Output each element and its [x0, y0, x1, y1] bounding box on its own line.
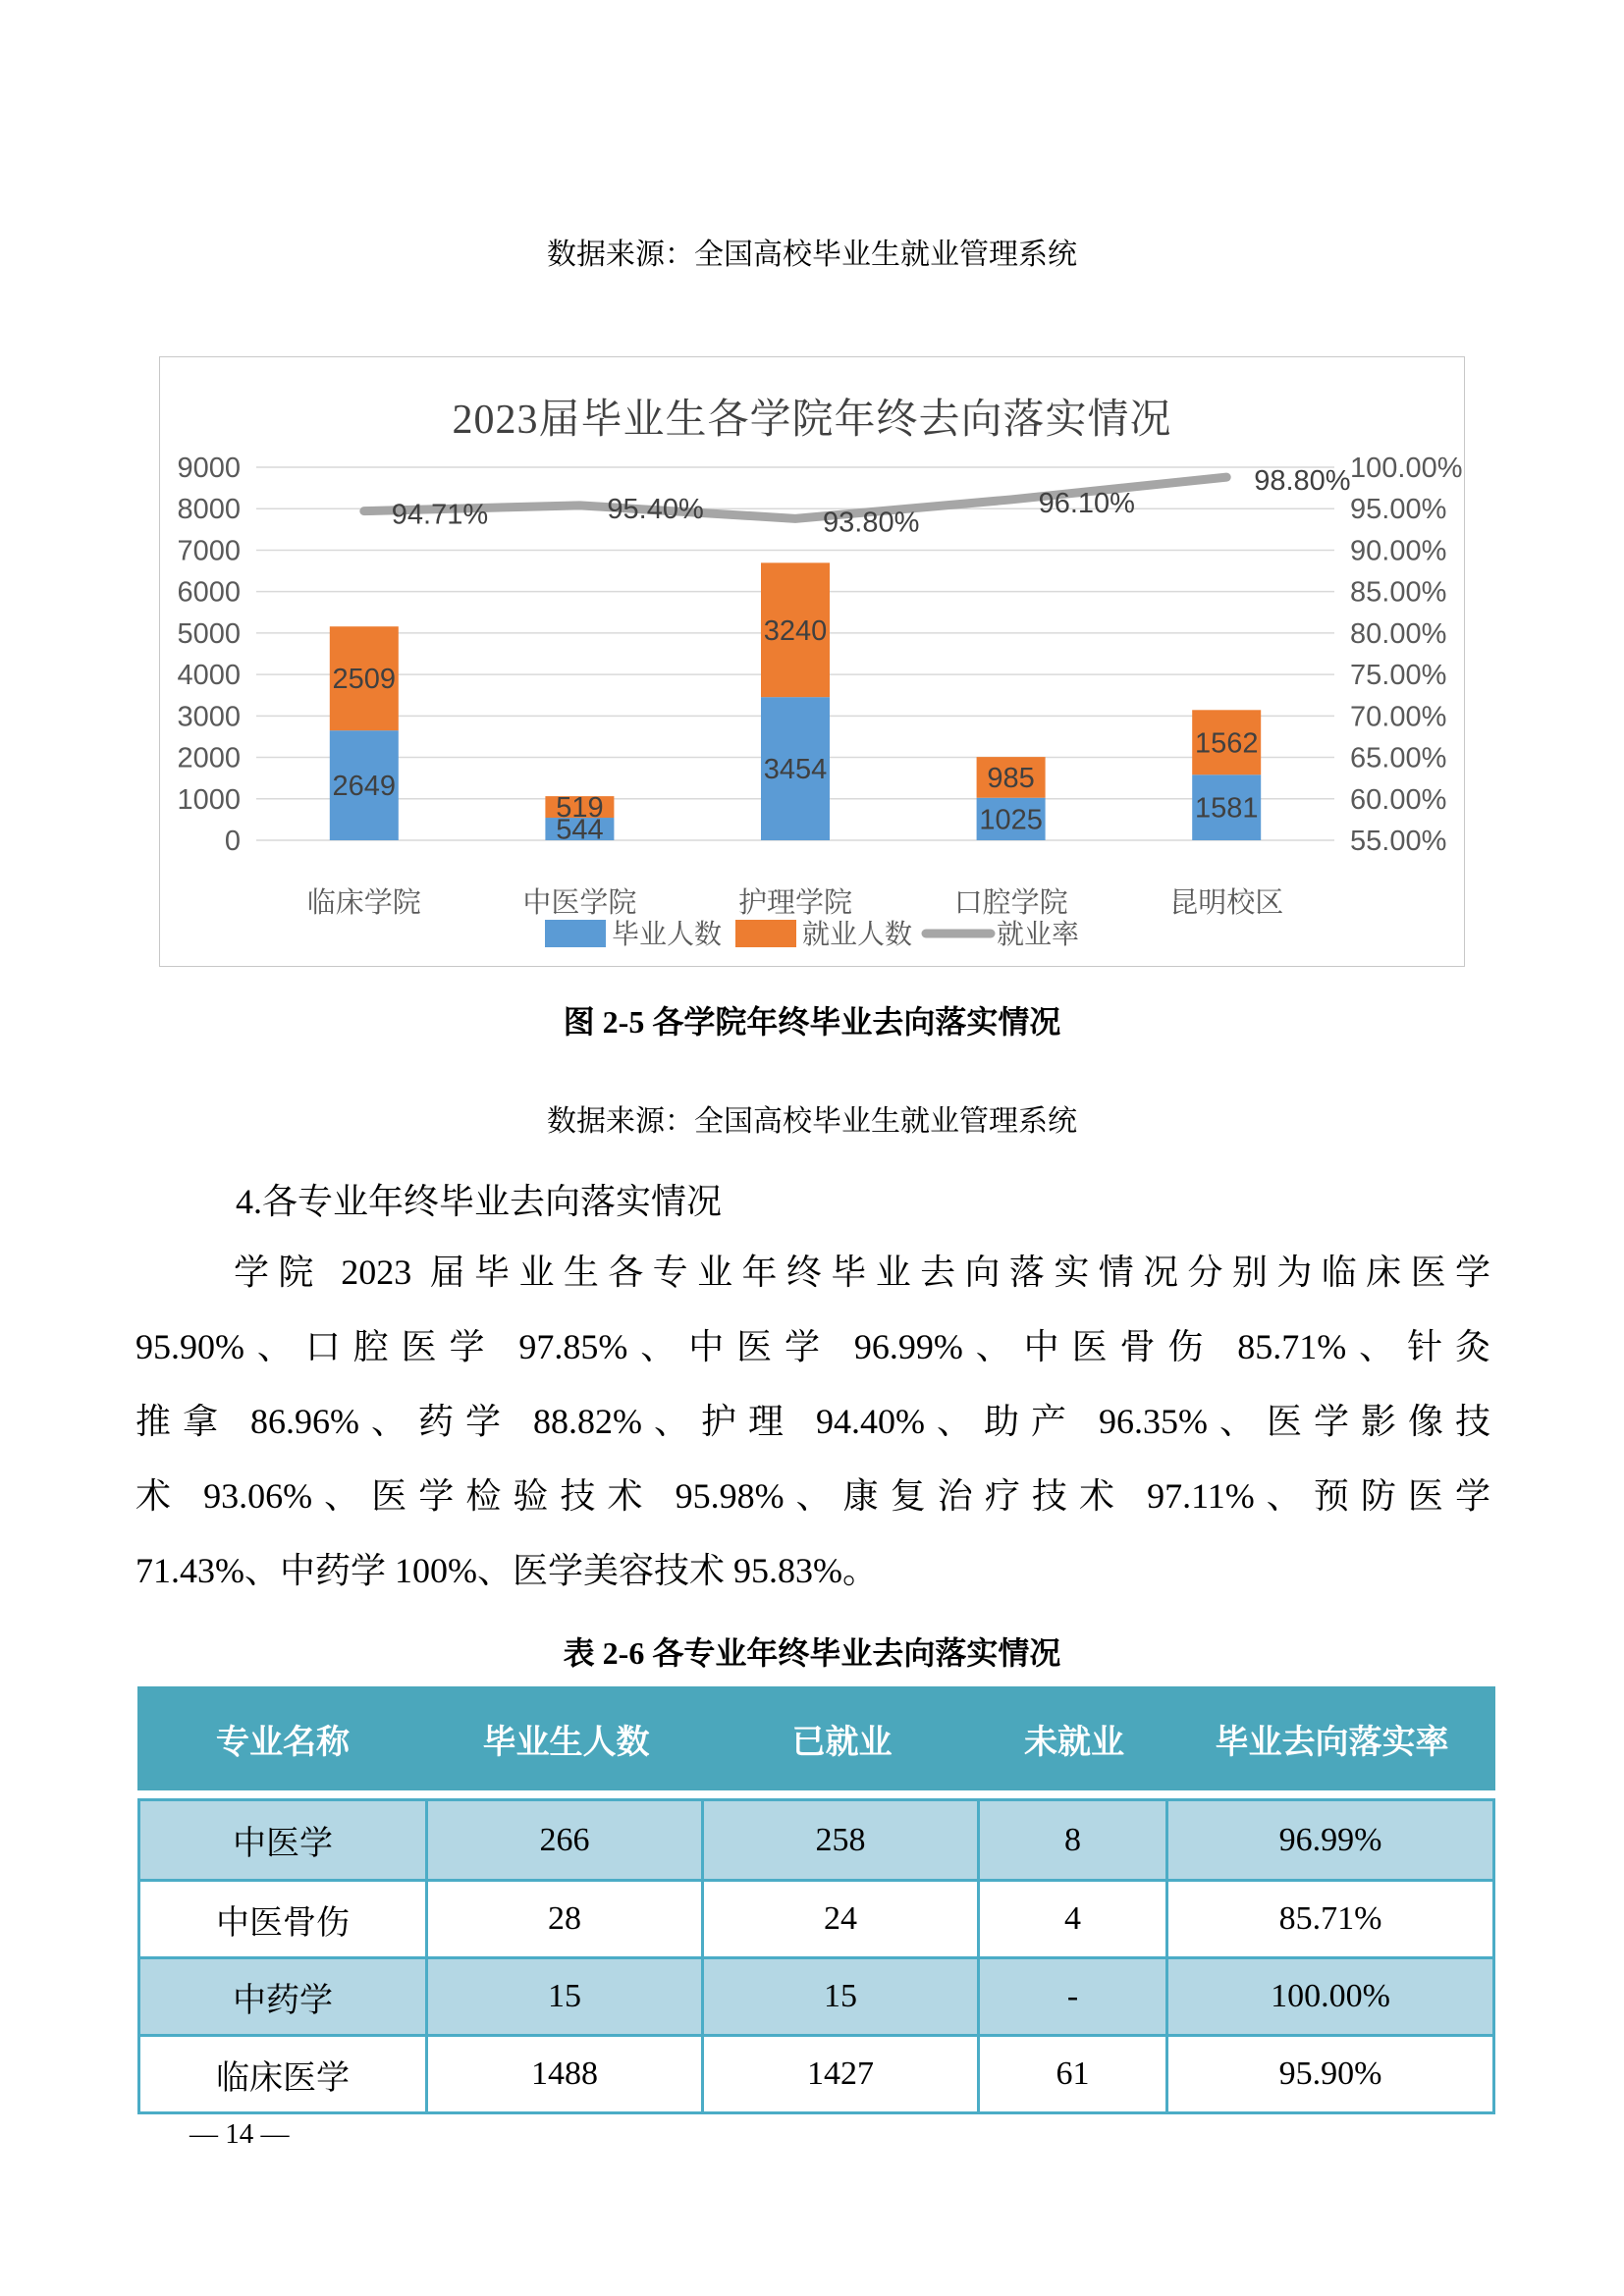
- left-axis-tick: 9000: [177, 453, 241, 484]
- legend-label: 毕业人数: [612, 919, 723, 949]
- category-label: 临床学院: [306, 887, 421, 919]
- table-caption: 表 2-6 各专业年终毕业去向落实情况: [563, 1635, 1061, 1671]
- table-cell: 95.90%: [1278, 2056, 1382, 2092]
- right-axis-tick: 80.00%: [1350, 617, 1447, 650]
- table-cell: 15: [428, 1959, 704, 2034]
- bar-label-graduates: 544: [556, 814, 604, 846]
- table-header-row: [137, 1686, 1495, 1790]
- right-axis-tick: 100.00%: [1350, 453, 1463, 484]
- section-heading: 4.各专业年终毕业去向落实情况: [236, 1182, 723, 1221]
- left-axis-tick: 6000: [177, 576, 241, 609]
- left-axis-tick: 2000: [177, 742, 241, 774]
- table-cell: 8: [980, 1801, 1168, 1879]
- right-axis-tick: 90.00%: [1350, 535, 1447, 567]
- table-cell: 96.99%: [1278, 1821, 1382, 1858]
- left-axis-tick: 8000: [177, 494, 241, 526]
- table-cell: 1427: [704, 2037, 980, 2111]
- table-cell: 28: [428, 1882, 704, 1956]
- right-axis-tick: 95.00%: [1350, 494, 1447, 526]
- table-cell: 15: [704, 1959, 980, 2034]
- category-label: 中医学院: [522, 887, 637, 919]
- employment-chart-svg: [160, 357, 1464, 966]
- table-cell: 1488: [428, 2037, 704, 2111]
- category-label: 口腔学院: [953, 887, 1068, 919]
- bar-label-graduates: 1025: [979, 804, 1043, 836]
- bar-label-employed: 2509: [332, 664, 397, 696]
- line-point-label: 95.40%: [607, 493, 704, 525]
- page-number: — 14 —: [189, 2118, 290, 2150]
- line-point-label: 96.10%: [1038, 487, 1135, 519]
- table-row: [140, 1801, 1492, 1879]
- bar-label-employed: 1562: [1194, 727, 1259, 760]
- body-paragraph: [135, 1235, 1490, 1608]
- left-axis-tick: 3000: [177, 701, 241, 733]
- table-header-cell: 毕业去向落实率: [1215, 1724, 1449, 1761]
- right-axis-tick: 65.00%: [1350, 742, 1447, 774]
- table-cell: -: [980, 1959, 1168, 2034]
- right-axis-tick: 85.00%: [1350, 576, 1447, 609]
- table-cell: 266: [428, 1801, 704, 1879]
- left-axis-tick: 1000: [177, 783, 241, 816]
- table-header-cell: 未就业: [1024, 1724, 1124, 1761]
- left-axis-tick: 0: [224, 826, 241, 857]
- table-cell: 100.00%: [1271, 1978, 1390, 2014]
- bar-label-graduates: 2649: [332, 771, 397, 803]
- category-label: 昆明校区: [1169, 887, 1284, 919]
- paragraph-line: 71.43%、中药学 100%、医学美容技术 95.83%。: [135, 1551, 878, 1590]
- right-axis-tick: 60.00%: [1350, 783, 1447, 816]
- table-cell: 临床医学: [140, 2037, 428, 2111]
- legend-label: 就业人数: [802, 919, 913, 949]
- line-point-label: 98.80%: [1254, 465, 1351, 498]
- data-source-top: 数据来源：全国高校毕业生就业管理系统: [547, 239, 1077, 271]
- bar-label-employed: 985: [987, 762, 1035, 794]
- table-row: [140, 1956, 1492, 2034]
- paragraph-line: 术 93.06%、医学检验技术 95.98%、康复治疗技术 97.11%、预防医学: [135, 1476, 1490, 1516]
- bar-label-employed: 519: [556, 792, 604, 825]
- bar-label-employed: 3240: [763, 614, 828, 647]
- paragraph-line: 推拿 86.96%、药学 88.82%、护理 94.40%、助产 96.35%、医学影像技: [135, 1402, 1490, 1441]
- table-cell: 24: [704, 1882, 980, 1956]
- table-row: [140, 1879, 1492, 1956]
- table-cell: 85.71%: [1278, 1900, 1382, 1937]
- left-axis-tick: 5000: [177, 617, 241, 650]
- left-axis-tick: 4000: [177, 660, 241, 692]
- line-point-label: 93.80%: [823, 507, 920, 539]
- employment-chart-figure: [159, 356, 1465, 967]
- paragraph-line: 学院 2023 届毕业生各专业年终毕业去向落实情况分别为临床医学: [234, 1253, 1490, 1292]
- table-cell: 4: [980, 1882, 1168, 1956]
- legend-label: 就业率: [997, 919, 1080, 949]
- table-cell: 中药学: [140, 1959, 428, 2034]
- table-cell: 258: [704, 1801, 980, 1879]
- legend-swatch: [545, 920, 606, 947]
- table-header-cell: 专业名称: [216, 1724, 350, 1761]
- right-axis-tick: 70.00%: [1350, 701, 1447, 733]
- table-header-separator: [137, 1790, 1495, 1798]
- majors-table: [137, 1686, 1495, 2114]
- bar-label-graduates: 1581: [1194, 792, 1259, 825]
- bar-label-graduates: 3454: [763, 754, 828, 786]
- right-axis-tick: 55.00%: [1350, 826, 1447, 857]
- table-header-cell: 毕业生人数: [482, 1724, 650, 1761]
- legend-swatch: [735, 920, 796, 947]
- table-header-cell: 已就业: [791, 1724, 893, 1761]
- table-cell: 中医学: [140, 1801, 428, 1879]
- paragraph-line: 95.90%、口腔医学 97.85%、中医学 96.99%、中医骨伤 85.71%、针灸: [135, 1327, 1490, 1366]
- table-cell: 中医骨伤: [140, 1882, 428, 1956]
- table-row: [140, 2034, 1492, 2111]
- table-body: [137, 1798, 1495, 2114]
- left-axis-tick: 7000: [177, 535, 241, 567]
- data-source-mid: 数据来源：全国高校毕业生就业管理系统: [547, 1105, 1077, 1138]
- figure-caption: 图 2-5 各学院年终毕业去向落实情况: [563, 1004, 1061, 1040]
- line-point-label: 94.71%: [391, 499, 489, 531]
- table-cell: 61: [980, 2037, 1168, 2111]
- chart-title: 2023届毕业生各学院年终去向落实情况: [452, 398, 1172, 443]
- category-label: 护理学院: [737, 887, 853, 919]
- right-axis-tick: 75.00%: [1350, 660, 1447, 692]
